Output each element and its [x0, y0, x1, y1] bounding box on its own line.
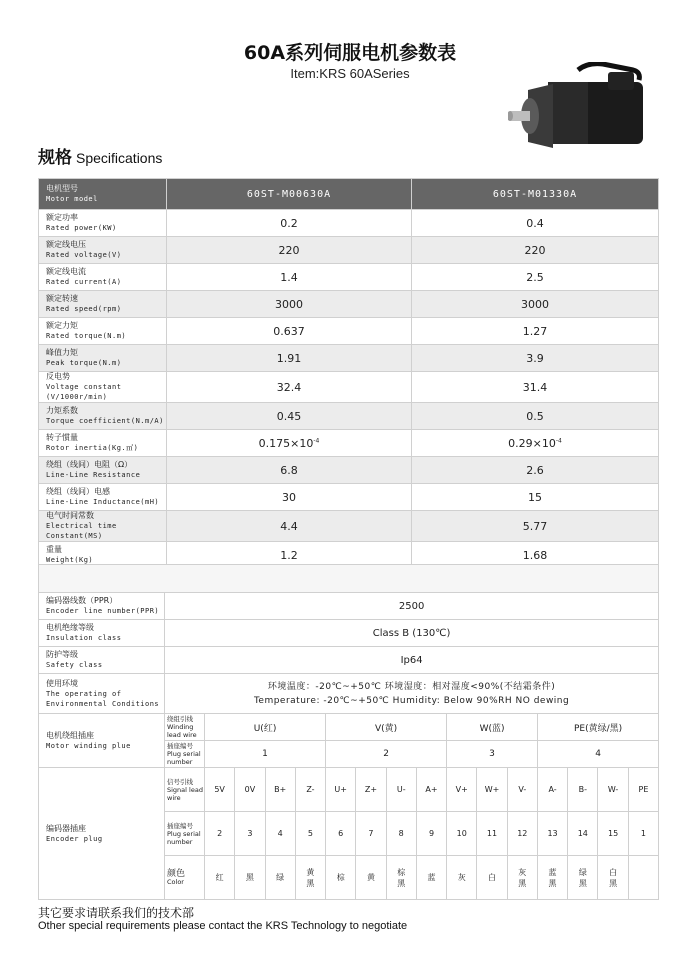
spec-value: 1.68 [412, 542, 659, 569]
encoder-ppr-label: 编码器线数（PPR） Encoder line number(PPR) [39, 593, 165, 620]
spec-value: 15 [412, 484, 659, 511]
spec-label: 绕组（线间）电感 Line-Line Inductance(mH) [39, 484, 167, 511]
signal-label: 信号引线 Signal lead wire [165, 768, 205, 812]
encoder-plug-number: 12 [507, 812, 537, 856]
spec-value: 4.4 [167, 511, 412, 542]
spec-label: 力矩系数 Torque coefficient(N.m/A) [39, 403, 167, 430]
spec-row [39, 430, 659, 457]
spec-value: 30 [167, 484, 412, 511]
encoder-plug-number: 5 [295, 812, 325, 856]
spec-header-label: 电机型号 Motor model [39, 179, 167, 210]
spec-row [39, 403, 659, 430]
spec-row [39, 318, 659, 345]
safety-label: 防护等级 Safety class [39, 647, 165, 674]
spec-row [39, 484, 659, 511]
encoder-signal: 0V [235, 768, 265, 812]
spec-value: 6.8 [167, 457, 412, 484]
encoder-wire-color: 绿 [265, 856, 295, 900]
encoder-plug-label: 编码器插座 Encoder plug [39, 768, 165, 900]
encoder-wire-color: 白 黑 [598, 856, 628, 900]
winding-plug: 3 [447, 741, 538, 768]
page-title: 60A系列伺服电机参数表 [243, 42, 457, 64]
encoder-signal: W+ [477, 768, 507, 812]
model-1: 60ST-M00630A [167, 179, 412, 210]
spec-value: 2.6 [412, 457, 659, 484]
encoder-signal: V- [507, 768, 537, 812]
encoder-plug-number: 14 [568, 812, 598, 856]
spec-value: 3000 [412, 291, 659, 318]
safety-value: Ip64 [165, 647, 659, 674]
spec-label: 额定转速 Rated speed(rpm) [39, 291, 167, 318]
encoder-wire-color: 黑 [235, 856, 265, 900]
encoder-plug-number: 6 [326, 812, 356, 856]
encoder-signal: A+ [416, 768, 446, 812]
spec-label: 额定功率 Rated power(KW) [39, 210, 167, 237]
spec-value: 32.4 [167, 372, 412, 403]
winding-plug: 4 [537, 741, 658, 768]
environment-row [39, 674, 659, 714]
environment-value: 环境温度：-20℃~+50℃ 环境湿度：相对湿度<90%(不结霜条件) Temperature: -20℃~+50℃ Humidity: Below 90%RH NO dewing [165, 674, 659, 714]
color-label: 颜色 Color [165, 856, 205, 900]
spec-value: 2.5 [412, 264, 659, 291]
spec-value: 220 [412, 237, 659, 264]
spec-label: 额定力矩 Rated torque(N.m) [39, 318, 167, 345]
encoder-signal: A- [537, 768, 567, 812]
winding-plug: 2 [326, 741, 447, 768]
encoder-plug-number: 10 [447, 812, 477, 856]
spec-header-row [39, 179, 659, 210]
encoder-plug-number: 11 [477, 812, 507, 856]
encoder-signal: PE [628, 768, 658, 812]
spec-row [39, 457, 659, 484]
spec-row [39, 291, 659, 318]
winding-lead: W(蓝) [447, 714, 538, 741]
spec-value: 5.77 [412, 511, 659, 542]
spec-value: 31.4 [412, 372, 659, 403]
spec-value: 0.637 [167, 318, 412, 345]
spec-value: 220 [167, 237, 412, 264]
spacer-row [39, 565, 659, 593]
spec-row [39, 511, 659, 542]
encoder-plug-number: 4 [265, 812, 295, 856]
spec-label: 重量 Weight(Kg) [39, 542, 167, 569]
spec-value: $0.175\times 10^{-4}$ [167, 430, 412, 457]
spec-table [38, 178, 659, 569]
spec-value: 1.4 [167, 264, 412, 291]
encoder-plug-number: 3 [235, 812, 265, 856]
section-heading [38, 143, 162, 168]
encoder-signal: V+ [447, 768, 477, 812]
spec-row [39, 237, 659, 264]
spec-label: 绕组（线间）电阻（Ω） Line-Line Resistance [39, 457, 167, 484]
encoder-wire-color: 灰 黑 [507, 856, 537, 900]
encoder-plug-number: 1 [628, 812, 658, 856]
winding-label: 电机绕组插座 Motor winding plue [39, 714, 165, 768]
spec-row [39, 372, 659, 403]
environment-label: 使用环境 The operating of Environmental Conditions [39, 674, 165, 714]
winding-lead-row [39, 714, 659, 741]
spec-value: 0.5 [412, 403, 659, 430]
servo-motor-image [508, 62, 658, 162]
winding-lead-label: 绕组引线 Winding lead wire [165, 714, 205, 741]
encoder-signal: B+ [265, 768, 295, 812]
spec-value: 1.27 [412, 318, 659, 345]
insulation-row [39, 620, 659, 647]
encoder-wire-color: 黄 [356, 856, 386, 900]
page-subtitle: Item:KRS 60ASeries [290, 66, 410, 81]
spec-row [39, 345, 659, 372]
spec-value: $0.29\times 10^{-4}$ [412, 430, 659, 457]
encoder-wire-color: 绿 黑 [568, 856, 598, 900]
winding-lead: V(黄) [326, 714, 447, 741]
encoder-wire-color: 白 [477, 856, 507, 900]
spec-value: 1.91 [167, 345, 412, 372]
common-spec-table [38, 564, 659, 900]
winding-plug-label: 插座编号 Plug serial number [165, 741, 205, 768]
encoder-wire-color: 棕 黑 [386, 856, 416, 900]
encoder-signal: W- [598, 768, 628, 812]
spec-row [39, 264, 659, 291]
winding-plug: 1 [205, 741, 326, 768]
spec-label: 额定线电压 Rated voltage(V) [39, 237, 167, 264]
encoder-plug-number: 2 [205, 812, 235, 856]
encoder-signal: B- [568, 768, 598, 812]
spec-label: 反电势 Voltage constant (V/1000r/min) [39, 372, 167, 403]
encoder-signal: U- [386, 768, 416, 812]
footer-note-cn: 其它要求请联系我们的技术部 [38, 906, 195, 920]
encoder-wire-color: 红 [205, 856, 235, 900]
model-2: 60ST-M01330A [412, 179, 659, 210]
section-heading-en: Specifications [76, 150, 163, 166]
winding-lead: U(红) [205, 714, 326, 741]
spec-value: 3000 [167, 291, 412, 318]
encoder-ppr-row [39, 593, 659, 620]
encoder-wire-color [628, 856, 658, 900]
spec-value: 3.9 [412, 345, 659, 372]
encoder-wire-color: 蓝 黑 [537, 856, 567, 900]
encoder-signal: Z- [295, 768, 325, 812]
plug-label: 插座编号 Plug serial number [165, 812, 205, 856]
spec-value: 0.4 [412, 210, 659, 237]
section-heading-cn: 规格 [38, 148, 72, 168]
footer-note-en: Other special requirements please contact the KRS Technology to negotiate [38, 920, 408, 932]
encoder-signal: Z+ [356, 768, 386, 812]
encoder-wire-color: 黄 黑 [295, 856, 325, 900]
spec-label: 峰值力矩 Peak torque(N.m) [39, 345, 167, 372]
encoder-ppr-value: 2500 [165, 593, 659, 620]
encoder-plug-number: 15 [598, 812, 628, 856]
spec-label: 转子惯量 Rotor inertia(Kg.㎡) [39, 430, 167, 457]
encoder-plug-number: 9 [416, 812, 446, 856]
encoder-plug-number: 7 [356, 812, 386, 856]
encoder-signal: U+ [326, 768, 356, 812]
encoder-wire-color: 灰 [447, 856, 477, 900]
safety-row [39, 647, 659, 674]
spec-value: 0.2 [167, 210, 412, 237]
encoder-wire-color: 蓝 [416, 856, 446, 900]
encoder-signal-row [39, 768, 659, 812]
winding-lead: PE(黄绿/黑) [537, 714, 658, 741]
insulation-label: 电机绝缘等级 Insulation class [39, 620, 165, 647]
encoder-plug-number: 8 [386, 812, 416, 856]
insulation-value: Class B (130℃) [165, 620, 659, 647]
spec-label: 电气时间常数 Electrical time Constant(MS) [39, 511, 167, 542]
spec-label: 额定线电流 Rated current(A) [39, 264, 167, 291]
spec-value: 0.45 [167, 403, 412, 430]
encoder-wire-color: 棕 [326, 856, 356, 900]
spec-value: 1.2 [167, 542, 412, 569]
encoder-plug-number: 13 [537, 812, 567, 856]
spec-row [39, 210, 659, 237]
encoder-signal: 5V [205, 768, 235, 812]
